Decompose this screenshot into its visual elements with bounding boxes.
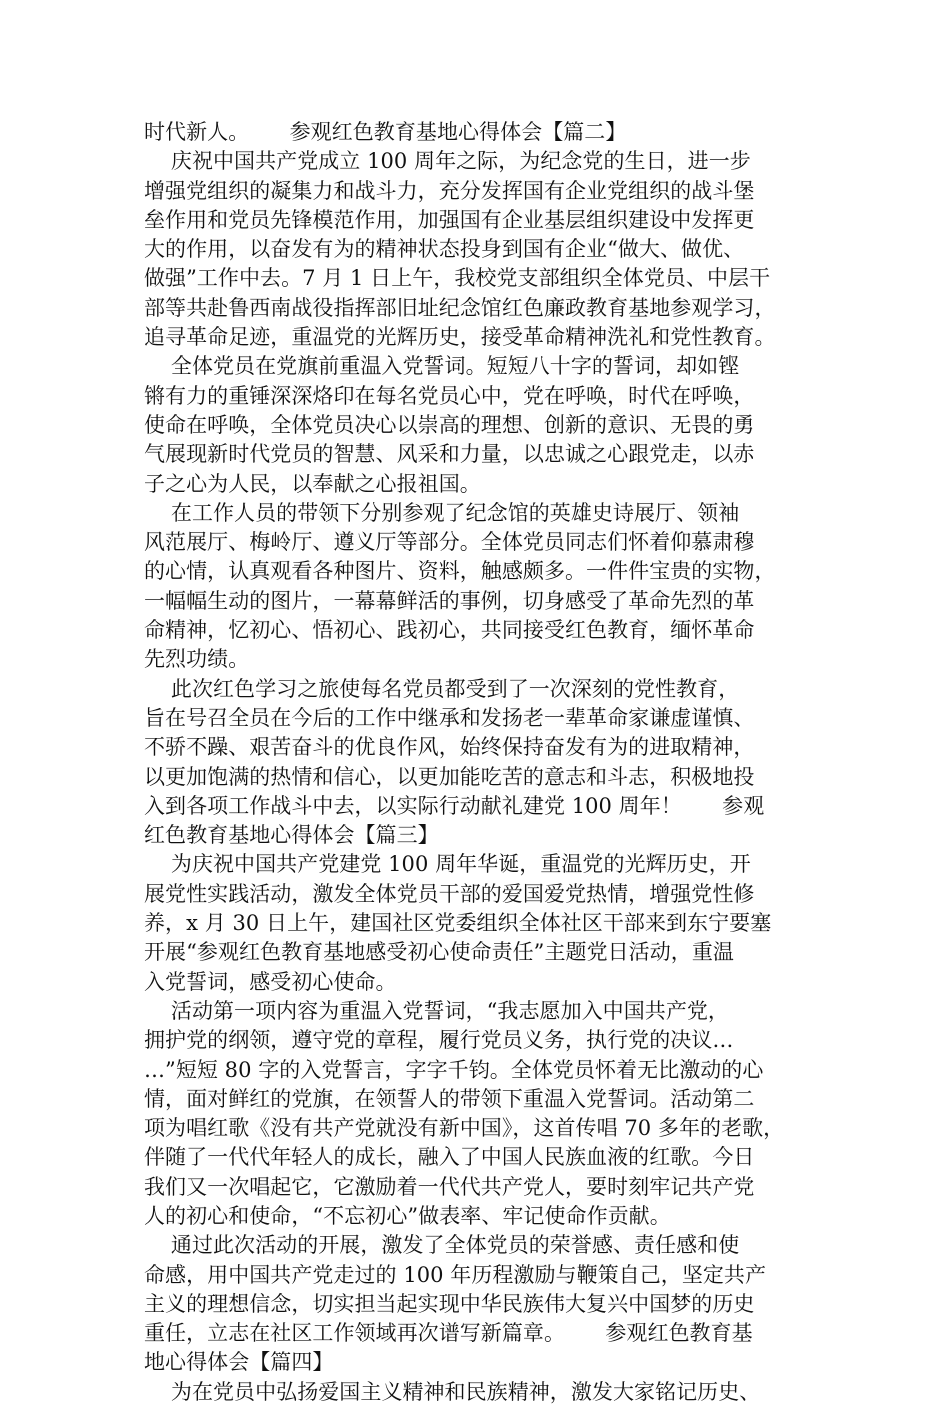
text-line: 子之心为人民，以奉献之心报祖国。 — [144, 471, 481, 496]
text-line: 为庆祝中国共产党建党 100 周年华诞，重温党的光辉历史，开 — [144, 852, 751, 877]
text-line: 情，面对鲜红的党旗，在领誓人的带领下重温入党誓词。活动第二 — [144, 1086, 755, 1111]
text-line: 通过此次活动的开展，激发了全体党员的荣誉感、责任感和使 — [144, 1233, 740, 1258]
text-line: 地心得体会【篇四】 — [144, 1350, 334, 1375]
text-line: 风范展厅、梅岭厅、遵义厅等部分。全体党员同志们怀着仰慕肃穆 — [144, 530, 755, 555]
text-line: 活动第一项内容为重温入党誓词，“我志愿加入中国共产党， — [144, 998, 729, 1023]
text-line: 命感，用中国共产党走过的 100 年历程激励与鞭策自己，坚定共产 — [144, 1262, 767, 1287]
text-line: 入到各项工作战斗中去，以实际行动献礼建党 100 周年！ 参观 — [144, 793, 765, 818]
text-line: 一幅幅生动的图片，一幕幕鲜活的事例，切身感受了革命先烈的革 — [144, 588, 755, 613]
text-line: 旨在号召全员在今后的工作中继承和发扬老一辈革命家谦虚谨慎、 — [144, 705, 755, 730]
text-line: 在工作人员的带领下分别参观了纪念馆的英雄史诗展厅、领袖 — [144, 500, 740, 525]
text-line: 时代新人。 参观红色教育基地心得体会【篇二】 — [144, 120, 627, 144]
text-line: 做强”工作中去。7 月 1 日上午，我校党支部组织全体党员、中层干 — [144, 266, 771, 291]
document-body — [144, 118, 824, 1407]
text-line: 追寻革命足迹，重温党的光辉历史，接受革命精神洗礼和党性教育。 — [144, 325, 776, 350]
text-line: 的心情，认真观看各种图片、资料，触感颇多。一件件宝贵的实物， — [144, 559, 776, 584]
text-line: 人的初心和使命，“不忘初心”做表率、牢记使命作贡献。 — [144, 1203, 671, 1228]
text-line: 重任，立志在社区工作领域再次谱写新篇章。 参观红色教育基 — [144, 1321, 753, 1346]
text-line: 不骄不躁、艰苦奋斗的优良作风，始终保持奋发有为的进取精神， — [144, 735, 755, 760]
text-line: 拥护党的纲领，遵守党的章程，履行党员义务，执行党的决议… — [144, 1028, 734, 1053]
text-line: 入党誓词，感受初心使命。 — [144, 969, 397, 994]
text-line: 气展现新时代党员的智慧、风采和力量，以忠诚之心跟党走，以赤 — [144, 442, 755, 467]
text-line: …”短短 80 字的入党誓言，字字千钧。全体党员怀着无比激动的心 — [144, 1057, 764, 1082]
text-line: 命精神，忆初心、悟初心、践初心，共同接受红色教育，缅怀革命 — [144, 618, 755, 643]
text-line: 展党性实践活动，激发全体党员干部的爱国爱党热情，增强党性修 — [144, 881, 755, 906]
text-line: 垒作用和党员先锋模范作用，加强国有企业基层组织建设中发挥更 — [144, 207, 755, 232]
text-line: 增强党组织的凝集力和战斗力，充分发挥国有企业党组织的战斗堡 — [144, 178, 755, 203]
text-line: 先烈功绩。 — [144, 647, 250, 672]
text-line: 大的作用，以奋发有为的精神状态投身到国有企业“做大、做优、 — [144, 237, 745, 262]
text-line: 红色教育基地心得体会【篇三】 — [144, 823, 439, 848]
text-line: 伴随了一代代年轻人的成长，融入了中国人民族血液的红歌。今日 — [144, 1145, 755, 1170]
text-line: 为在党员中弘扬爱国主义精神和民族精神，激发大家铭记历史、 — [144, 1379, 761, 1404]
text-line: 开展“参观红色教育基地感受初心使命责任”主题党日活动，重温 — [144, 940, 734, 965]
text-line: 部等共赴鲁西南战役指挥部旧址纪念馆红色廉政教育基地参观学习， — [144, 295, 776, 320]
text-line: 此次红色学习之旅使每名党员都受到了一次深刻的党性教育， — [144, 676, 740, 701]
text-line: 我们又一次唱起它，它激励着一代代共产党人，要时刻牢记共产党 — [144, 1174, 755, 1199]
text-line: 全体党员在党旗前重温入党誓词。短短八十字的誓词，却如铿 — [144, 354, 740, 379]
text-line: 庆祝中国共产党成立 100 周年之际，为纪念党的生日，进一步 — [144, 149, 751, 174]
text-line: 项为唱红歌《没有共产党就没有新中国》，这首传唱 70 多年的老歌， — [144, 1116, 785, 1141]
text-line: 以更加饱满的热情和信心，以更加能吃苦的意志和斗志，积极地投 — [144, 764, 755, 789]
text-line: 主义的理想信念，切实担当起实现中华民族伟大复兴中国梦的历史 — [144, 1291, 755, 1316]
text-line: 锵有力的重锤深深烙印在每名党员心中，党在呼唤，时代在呼唤， — [144, 383, 755, 408]
text-line: 养，x 月 30 日上午，建国社区党委组织全体社区干部来到东宁要塞 — [144, 911, 772, 936]
text-line: 使命在呼唤，全体党员决心以崇高的理想、创新的意识、无畏的勇 — [144, 412, 755, 437]
